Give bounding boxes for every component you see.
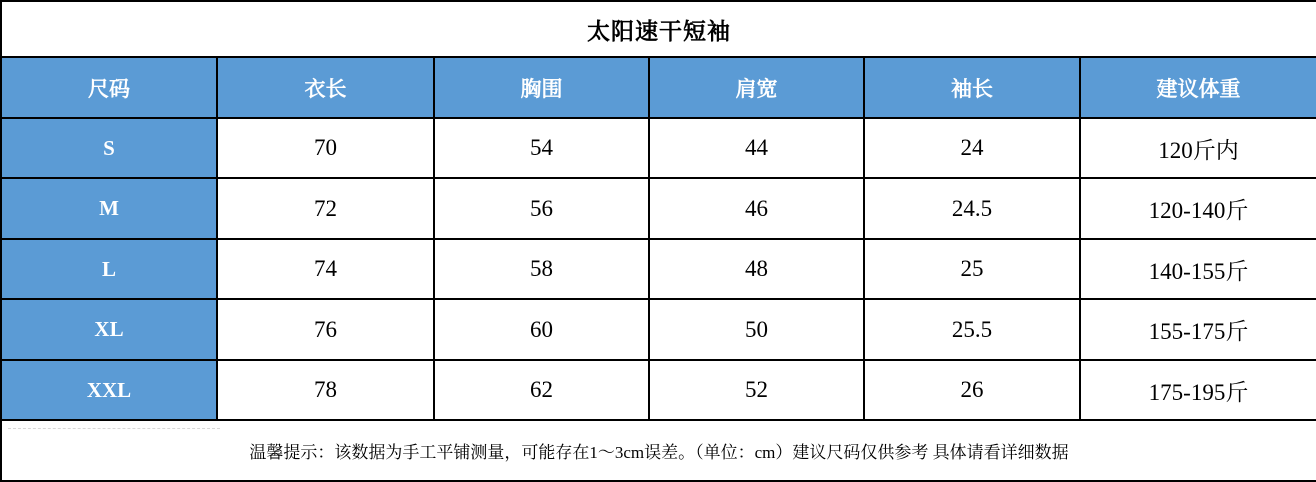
measurement-cell: 62 bbox=[434, 360, 649, 421]
measurement-cell: 54 bbox=[434, 118, 649, 179]
measurement-cell: 24.5 bbox=[864, 178, 1080, 239]
size-label: XXL bbox=[1, 360, 217, 421]
table-row-xl bbox=[1, 299, 1316, 360]
column-header-3: 肩宽 bbox=[649, 57, 864, 118]
measurement-cell: 46 bbox=[649, 178, 864, 239]
measurement-cell: 48 bbox=[649, 239, 864, 300]
measurement-cell: 175-195斤 bbox=[1080, 360, 1316, 421]
size-label: S bbox=[1, 118, 217, 179]
measurement-cell: 60 bbox=[434, 299, 649, 360]
footer-row bbox=[1, 420, 1316, 481]
measurement-cell: 24 bbox=[864, 118, 1080, 179]
measurement-cell: 50 bbox=[649, 299, 864, 360]
measurement-cell: 70 bbox=[217, 118, 434, 179]
measurement-cell: 44 bbox=[649, 118, 864, 179]
measurement-cell: 25 bbox=[864, 239, 1080, 300]
measurement-cell: 78 bbox=[217, 360, 434, 421]
measurement-cell: 74 bbox=[217, 239, 434, 300]
title-row bbox=[1, 1, 1316, 57]
measurement-cell: 72 bbox=[217, 178, 434, 239]
measurement-cell: 155-175斤 bbox=[1080, 299, 1316, 360]
column-header-0: 尺码 bbox=[1, 57, 217, 118]
measurement-cell: 120斤内 bbox=[1080, 118, 1316, 179]
column-header-2: 胸围 bbox=[434, 57, 649, 118]
column-header-1: 衣长 bbox=[217, 57, 434, 118]
footer-note: 温馨提示：该数据为手工平铺测量，可能存在1～3cm误差。（单位：cm）建议尺码仅供参考 具体请看详细数据 bbox=[249, 443, 1069, 463]
table-row-l bbox=[1, 239, 1316, 300]
table-row-m bbox=[1, 178, 1316, 239]
column-header-4: 袖长 bbox=[864, 57, 1080, 118]
header-row bbox=[1, 57, 1316, 118]
measurement-cell: 58 bbox=[434, 239, 649, 300]
page-break-dashed-line bbox=[8, 428, 220, 429]
size-label: XL bbox=[1, 299, 217, 360]
column-header-5: 建议体重 bbox=[1080, 57, 1316, 118]
measurement-cell: 26 bbox=[864, 360, 1080, 421]
footer-note-cell bbox=[1, 420, 1316, 481]
size-label: L bbox=[1, 239, 217, 300]
size-label: M bbox=[1, 178, 217, 239]
page-title: 太阳速干短袖 bbox=[1, 1, 1316, 57]
measurement-cell: 25.5 bbox=[864, 299, 1080, 360]
measurement-cell: 76 bbox=[217, 299, 434, 360]
measurement-cell: 140-155斤 bbox=[1080, 239, 1316, 300]
table-row-s bbox=[1, 118, 1316, 179]
table-row-xxl bbox=[1, 360, 1316, 421]
measurement-cell: 120-140斤 bbox=[1080, 178, 1316, 239]
measurement-cell: 52 bbox=[649, 360, 864, 421]
measurement-cell: 56 bbox=[434, 178, 649, 239]
